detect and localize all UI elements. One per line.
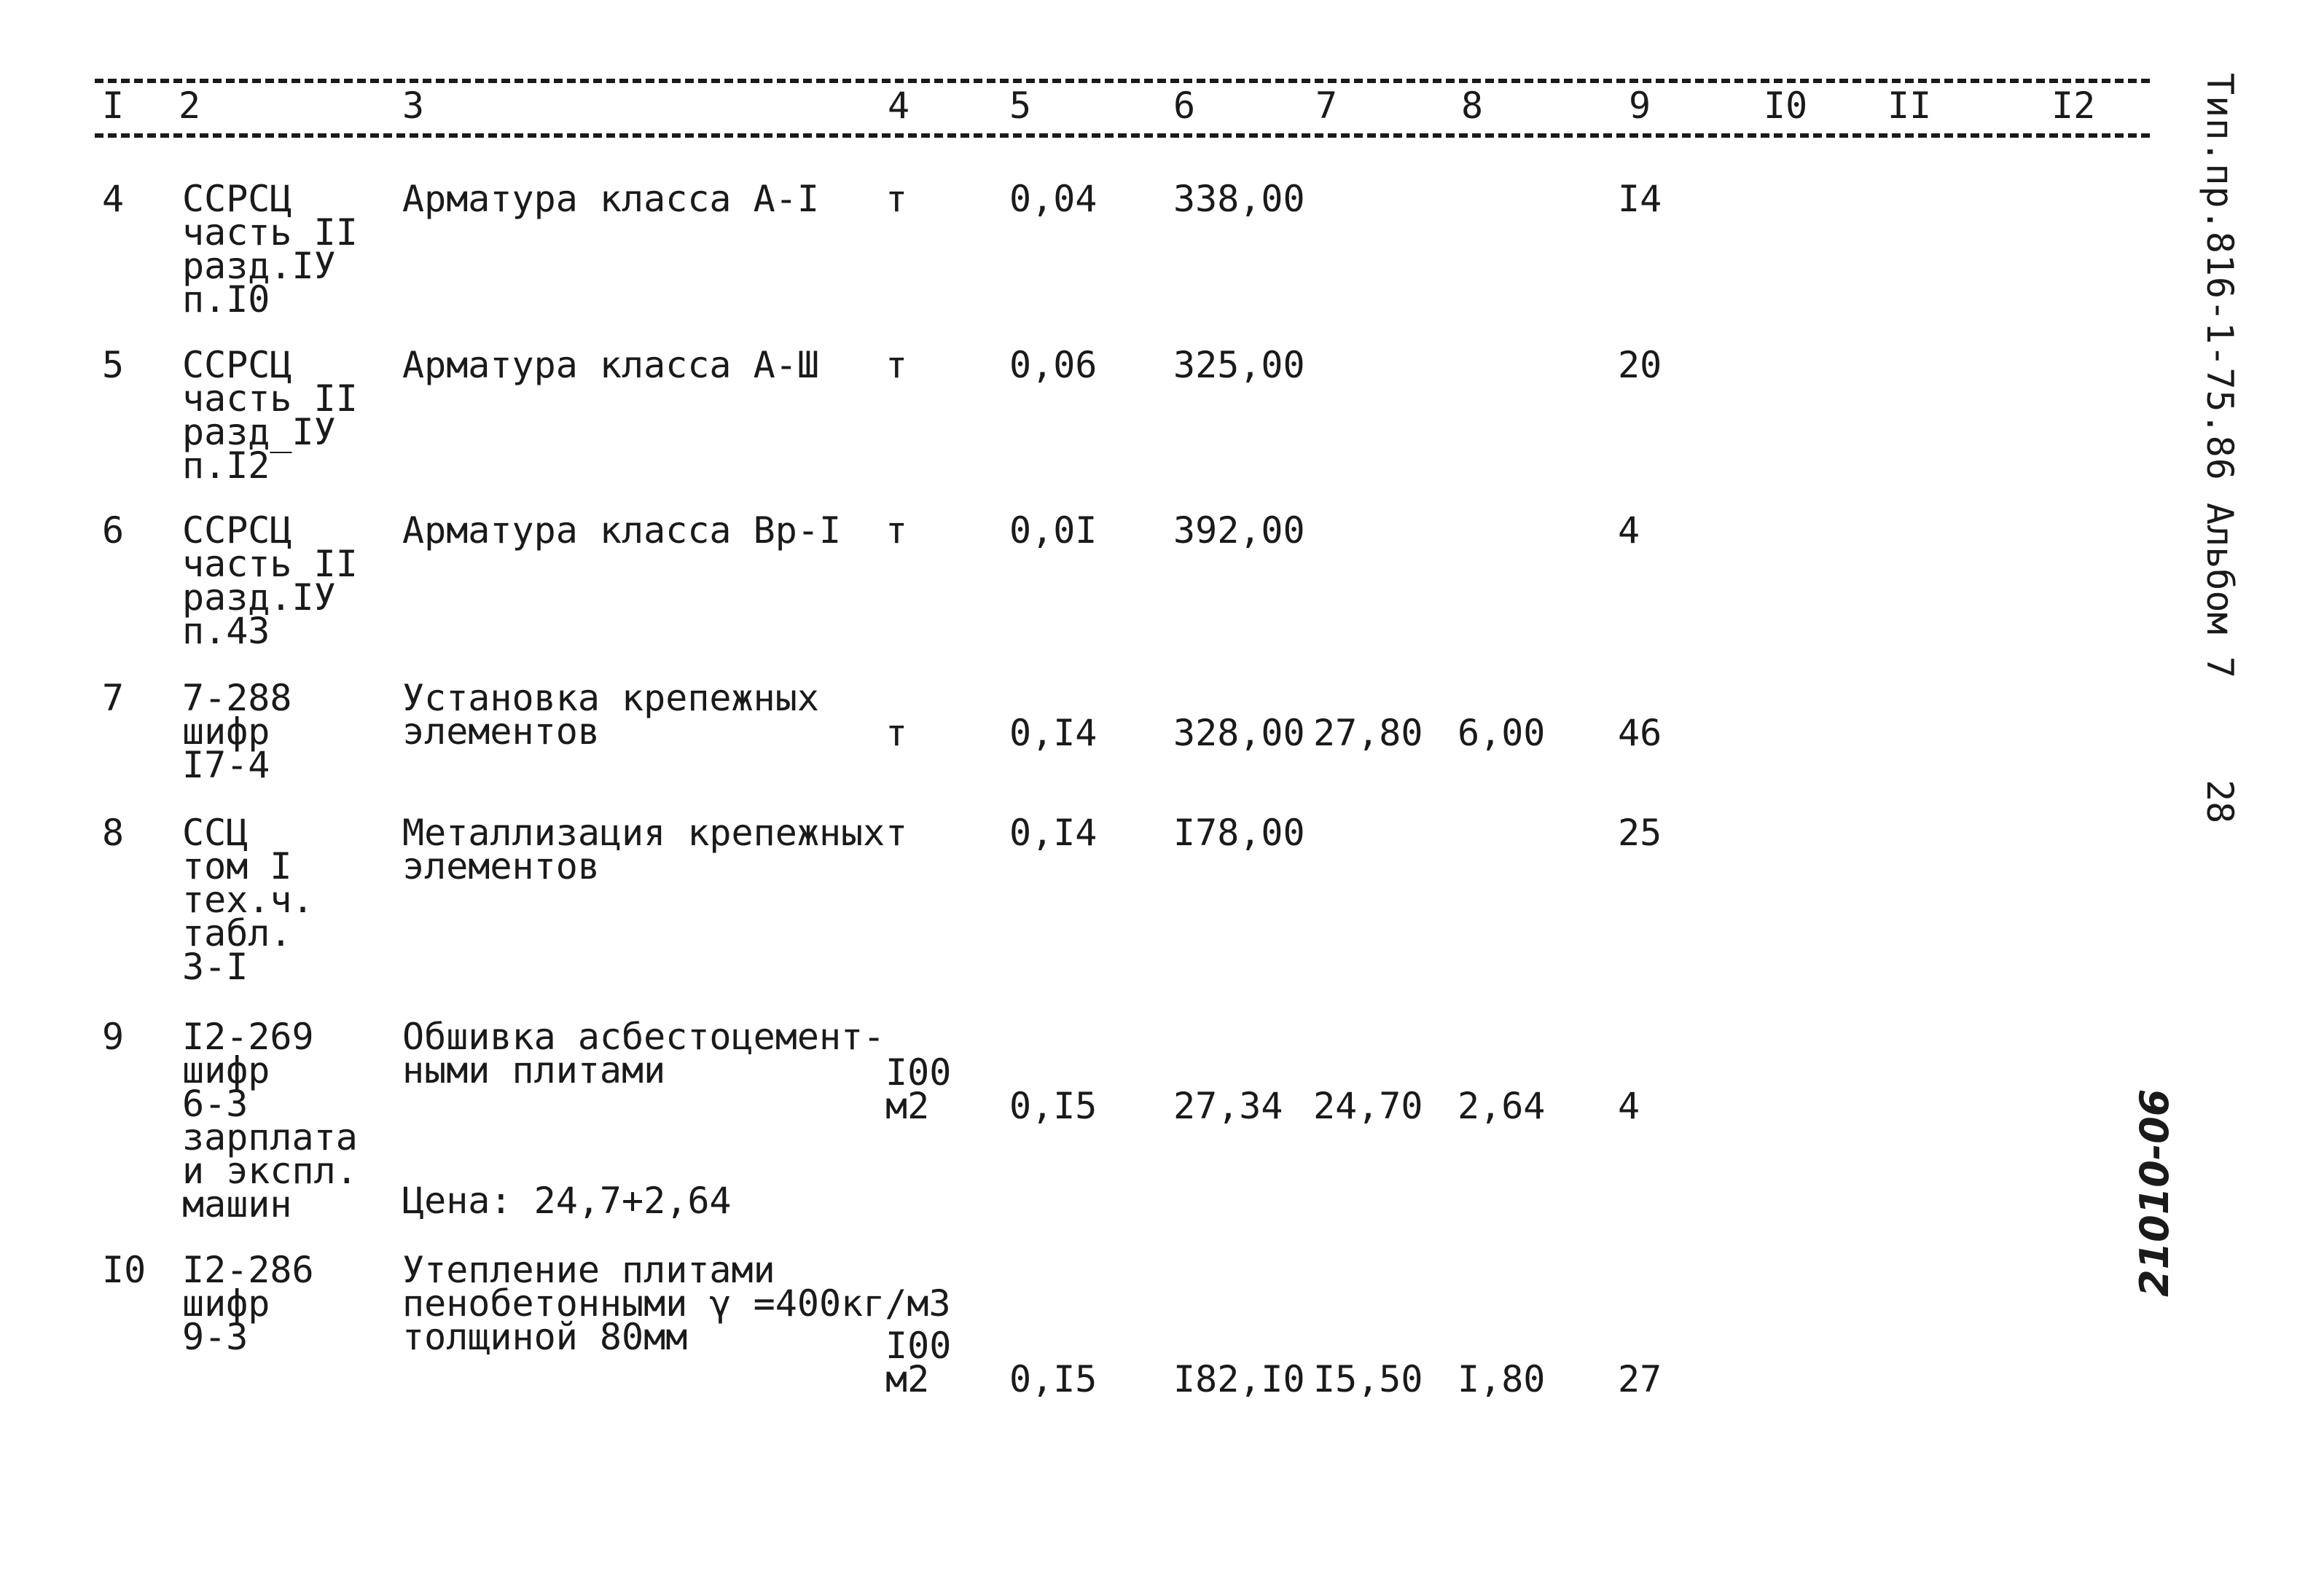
row-code-line: разд.IУ: [182, 245, 336, 287]
col-header-7: 7: [1315, 85, 1338, 127]
row-code-line: табл.: [182, 912, 292, 954]
row-number: 4: [102, 178, 125, 220]
row-code: [182, 509, 358, 652]
row-name-line: Металлизация крепежных: [402, 812, 885, 854]
row-name-line: Арматура класса А-Ш: [402, 344, 819, 386]
row-name: [402, 677, 819, 753]
row-name: [402, 344, 819, 386]
col-header-10: I0: [1764, 85, 1808, 127]
row-code-line: ССРСЦ: [182, 178, 292, 220]
row-unit-price: I82,I0: [1173, 1358, 1305, 1400]
col-header-9: 9: [1629, 85, 1651, 127]
row-code-line: 7-288: [182, 677, 292, 719]
row-quantity: 0,04: [1009, 178, 1098, 220]
row-col7: I5,50: [1313, 1358, 1423, 1400]
row-col8: I,80: [1458, 1358, 1546, 1400]
row-code-line: шифр: [182, 1049, 270, 1091]
row-unit: [885, 1051, 952, 1127]
row-code-line: часть II: [182, 543, 358, 585]
row-name: [402, 178, 819, 220]
header-rule-top: [95, 79, 2150, 83]
col-header-8: 8: [1461, 85, 1484, 127]
col-header-6: 6: [1173, 85, 1196, 127]
row-code: [182, 178, 358, 321]
row-code-line: I2-286: [182, 1249, 314, 1291]
row-col7: 24,70: [1313, 1085, 1423, 1127]
row-name-line: толщиной 80мм: [402, 1316, 688, 1358]
col-header-3: 3: [402, 85, 425, 127]
col-header-12: I2: [2051, 85, 2096, 127]
row-name: [402, 1249, 951, 1358]
row-name-line: пенобетонными γ =400кг/м3: [402, 1282, 951, 1325]
row-code: [182, 344, 358, 487]
row-unit-line: т: [885, 812, 908, 854]
row-unit-line: т: [885, 178, 908, 220]
row-col9: 46: [1618, 712, 1662, 754]
row-col9: 4: [1618, 509, 1640, 552]
row-unit: [885, 712, 908, 754]
col-header-2: 2: [179, 85, 201, 127]
row-code: [182, 677, 292, 786]
row-unit-price: 392,00: [1173, 509, 1305, 552]
row-unit-price: 338,00: [1173, 178, 1305, 220]
row-name-line: ными плитами: [402, 1049, 666, 1091]
row-unit: [885, 344, 908, 386]
row-code-line: ССЦ: [182, 812, 249, 854]
row-col9: 20: [1618, 344, 1662, 386]
row-quantity: 0,I5: [1009, 1085, 1098, 1127]
page-number: 28: [2199, 780, 2241, 824]
row-code-line: п.I2: [182, 444, 270, 487]
row-col9: 27: [1618, 1358, 1662, 1400]
row-unit: [885, 812, 908, 854]
row-quantity: 0,I4: [1009, 712, 1098, 754]
row-code-line: ССРСЦ: [182, 509, 292, 552]
row-unit-line: м2: [885, 1085, 930, 1127]
row-number: I0: [102, 1249, 146, 1291]
header-rule-bottom: [95, 133, 2150, 138]
row-quantity: 0,I4: [1009, 812, 1098, 854]
row-code-line: часть II: [182, 377, 358, 420]
row-code-line: п.I0: [182, 278, 270, 321]
col-header-4: 4: [888, 85, 910, 127]
row-col8: 2,64: [1458, 1085, 1546, 1127]
row-code-line: п.43: [182, 610, 270, 652]
row-code: [182, 1016, 358, 1226]
inventory-stamp: 21010-06: [2132, 1089, 2178, 1297]
row-code-line: I2-269: [182, 1016, 314, 1058]
row-unit-price: 325,00: [1173, 344, 1305, 386]
row-unit: [885, 509, 908, 552]
row-unit: [885, 1325, 952, 1400]
row-code-line: зарплата: [182, 1116, 358, 1158]
row-code-line: машин: [182, 1183, 292, 1226]
album-label: Альбом 7: [2199, 503, 2241, 678]
row-name-line: Арматура класса Вр-I: [402, 509, 842, 552]
row-code-line: разд_IУ: [182, 411, 336, 453]
row-code-line: ССРСЦ: [182, 344, 292, 386]
row-col9: 25: [1618, 812, 1662, 854]
row-name-line: Установка крепежных: [402, 677, 819, 719]
row-number: 9: [102, 1016, 125, 1058]
row-col8: 6,00: [1458, 712, 1546, 754]
col-header-1: I: [102, 85, 125, 127]
document-code: Тип.пр.816-1-75.86: [2199, 73, 2241, 481]
row-name-line: элементов: [402, 845, 600, 887]
row-code-line: разд.IУ: [182, 576, 336, 619]
row-unit-line: м2: [885, 1358, 930, 1400]
row-price-note: Цена: 24,7+2,64: [402, 1180, 732, 1222]
row-col9: 4: [1618, 1085, 1640, 1127]
row-number: 6: [102, 509, 125, 552]
row-code: [182, 1249, 314, 1358]
row-quantity: 0,I5: [1009, 1358, 1098, 1400]
row-col9: I4: [1618, 178, 1662, 220]
row-name: [402, 1016, 885, 1091]
row-code-line: шифр: [182, 710, 270, 753]
row-name: [402, 509, 842, 552]
row-code-line: 9-3: [182, 1316, 249, 1358]
row-unit-line: т: [885, 509, 908, 552]
row-unit-price: 27,34: [1173, 1085, 1283, 1127]
row-code-line: том I: [182, 845, 292, 887]
row-unit-price: I78,00: [1173, 812, 1305, 854]
row-col7: 27,80: [1313, 712, 1423, 754]
row-unit-line: I00: [885, 1051, 952, 1094]
row-number: 7: [102, 677, 125, 719]
row-code-line: шифр: [182, 1282, 270, 1325]
row-quantity: 0,06: [1009, 344, 1098, 386]
row-unit-line: I00: [885, 1325, 952, 1367]
row-number: 8: [102, 812, 125, 854]
row-name-line: Утепление плитами: [402, 1249, 775, 1291]
row-unit-price: 328,00: [1173, 712, 1305, 754]
row-name-line: Обшивка асбестоцемент-: [402, 1016, 885, 1058]
row-unit: [885, 178, 908, 220]
row-number: 5: [102, 344, 125, 386]
row-code-line: и экспл.: [182, 1150, 358, 1192]
col-header-5: 5: [1009, 85, 1032, 127]
row-name-line: элементов: [402, 710, 600, 753]
row-code-line: 6-3: [182, 1083, 249, 1125]
row-code-line: часть II: [182, 211, 358, 254]
row-unit-line: т: [885, 344, 908, 386]
row-name: [402, 812, 885, 887]
row-code-line: I7-4: [182, 744, 270, 786]
row-code-line: 3-I: [182, 946, 249, 988]
row-unit-line: т: [885, 712, 908, 754]
row-name-line: Арматура класса А-I: [402, 178, 819, 220]
row-quantity: 0,0I: [1009, 509, 1098, 552]
row-code: [182, 812, 314, 988]
col-header-11: II: [1887, 85, 1932, 127]
row-code-line: тех.ч.: [182, 879, 314, 921]
